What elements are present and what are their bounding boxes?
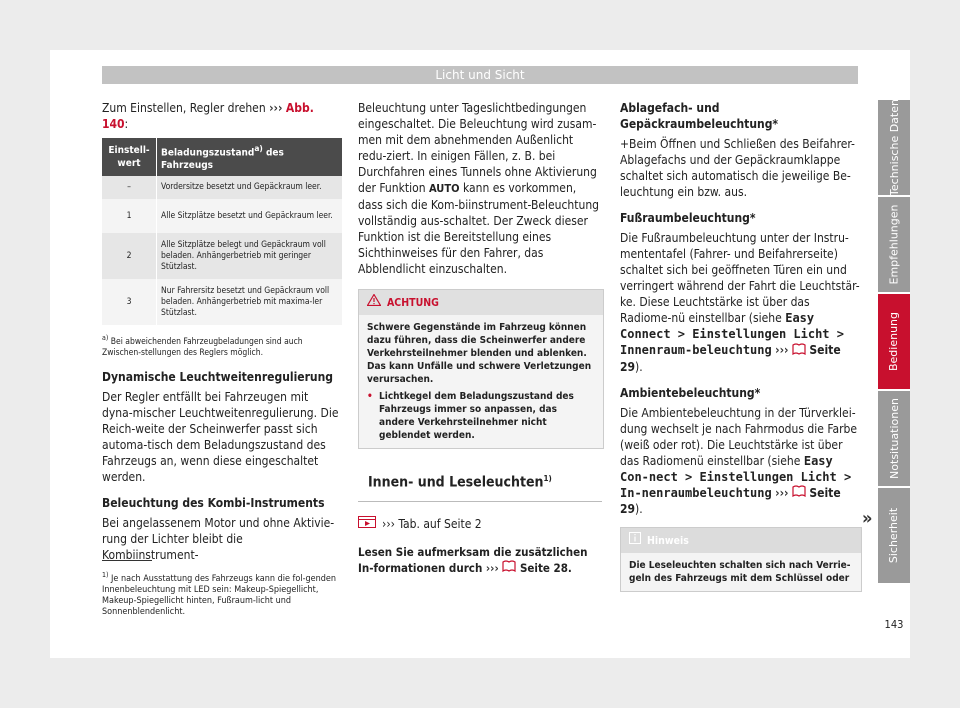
heading-footwell-lighting: Fußraumbeleuchtung* — [620, 211, 756, 225]
read-more-text: Lesen Sie aufmerksam die zusätzlichen In-formationen durch — [358, 544, 588, 575]
side-tab-technical-data[interactable] — [878, 100, 910, 195]
table-header-value: Einstell-wert — [102, 138, 157, 176]
section-title-sup: 1) — [543, 474, 552, 483]
auto-symbol: AUTO — [428, 182, 460, 195]
section-title-reading-lights — [368, 471, 602, 491]
page-number: 143 — [884, 618, 904, 631]
table-row — [102, 279, 342, 325]
table-row — [102, 233, 342, 279]
ref-arrows: ››› — [775, 343, 789, 357]
table-cell-value: 1 — [102, 199, 157, 233]
menu-path-ambient: Easy Con-nect > Einstellungen Licht > In-nenraumbeleuchtung — [620, 453, 852, 500]
footnote-mark: 1) — [102, 571, 109, 579]
table-cell-value: – — [102, 176, 157, 199]
side-tab-safety[interactable] — [878, 488, 910, 583]
ref-arrows: ››› — [485, 560, 499, 575]
para-dynamic-leveling: Der Regler entfällt bei Fahrzeugen mit dyna-mischer Leuchtweitenregulierung. Die Reich-weite der Scheinwerfer passt sich automa-tisch dem Beladungszustand des Fahrzeugs an, wenn diese eingeschaltet werden. — [102, 390, 339, 485]
table-row — [102, 176, 342, 199]
table-footnote-mark: a) — [102, 334, 109, 343]
page-ref-link[interactable]: Seite 29 — [620, 485, 841, 516]
warning-header — [359, 290, 603, 315]
tab-reference-text: ››› Tab. auf Seite 2 — [382, 516, 482, 531]
warning-box — [358, 289, 604, 449]
table-footnote — [102, 333, 340, 359]
header-load-text: Beladungszustand — [161, 147, 255, 159]
page-header: Licht und Sicht — [102, 66, 858, 84]
warning-list — [367, 390, 595, 442]
warning-icon — [367, 294, 381, 311]
menu-path-interior: Easy Connect > Einstellungen Licht > Innenraum-beleuchtung — [620, 311, 844, 357]
book-icon — [792, 485, 806, 501]
section-divider — [358, 501, 602, 502]
video-icon — [358, 516, 376, 532]
ref-end: ). — [635, 502, 643, 516]
side-tab-operation[interactable] — [878, 294, 910, 389]
side-tab-label: Empfehlungen — [887, 204, 901, 285]
hint-box — [620, 527, 862, 592]
header-sup: a) — [254, 143, 263, 153]
side-tab-label: Sicherheit — [887, 507, 901, 564]
para-footwell-lighting — [620, 230, 860, 375]
table-cell-desc: Vordersitze besetzt und Gepäckraum leer. — [157, 176, 343, 199]
table-header-load — [157, 138, 343, 176]
footnote-text: Je nach Ausstattung des Fahrzeugs kann die fol-genden Innenbeleuchtung mit LED sein: Makeup-Spiegellicht, Makeup-Spiegellicht hinten, Fußraum-licht und Sonnenblendenlicht. — [102, 574, 337, 617]
table-cell-desc: Alle Sitzplätze besetzt und Gepäckraum leer. — [157, 199, 343, 233]
page-ref-link[interactable]: Seite 29 — [620, 343, 841, 374]
continue-marker: » — [862, 508, 873, 529]
table-row — [102, 199, 342, 233]
table-cell-desc: Alle Sitzplätze belegt und Gepäckraum voll beladen. Anhängerbetrieb mit geringer Stützlast. — [157, 233, 343, 279]
heading-instrument-lighting: Beleuchtung des Kombi-Instruments — [102, 496, 325, 511]
warning-body — [359, 315, 603, 448]
read-more-para — [358, 544, 602, 577]
heading-glovebox-lighting: Ablagefach- und Gepäckraumbeleuchtung* — [620, 101, 779, 131]
warning-title: ACHTUNG — [387, 296, 439, 309]
side-tab-label: Bedienung — [887, 311, 901, 372]
side-tab-label: Notsituationen — [887, 398, 901, 479]
read-more-ref[interactable]: Seite 28. — [519, 560, 572, 575]
heading-dynamic-leveling: Dynamische Leuchtweitenregulierung — [102, 370, 334, 385]
header-load-suffix: des Fahrzeugs — [161, 147, 284, 172]
para-glovebox-lighting: +Beim Öffnen und Schließen des Beifahrer-Ablagefachs und der Gepäckraumklappe schaltet sich automatisch die jeweilige Be-leuchtung ein bzw. aus. — [620, 137, 855, 199]
table-footnote-text: Bei abweichenden Fahrzeugbeladungen sind auch Zwischen-stellungen des Reglers möglich. — [102, 337, 303, 359]
table-cell-value: 3 — [102, 279, 157, 325]
intro-colon: : — [124, 117, 129, 131]
para-ambient-text: Die Ambientebeleuchtung in der Türverklei-dung wechselt je nach Fahrmodus die Farbe (weiß oder rot). Die Leuchtstärke ist über das Radiomenü einstellbar (siehe — [620, 405, 857, 468]
column-2 — [358, 100, 602, 580]
heading-ambient-lighting: Ambientebeleuchtung* — [620, 385, 761, 400]
ref-arrows: ››› — [775, 485, 789, 500]
table-cell-desc: Nur Fahrersitz besetzt und Gepäckraum voll beladen. Anhängerbetrieb mit maxima-ler Stützlast. — [157, 279, 343, 325]
para-instrument-lighting: Bei angelassenem Motor und ohne Aktivie-rung der Lichter bleibt die Kombiinstrument- — [102, 516, 335, 563]
hint-title: Hinweis — [647, 534, 689, 547]
ref-arrows: ››› — [269, 101, 283, 115]
figure-link[interactable]: Abb. 140 — [102, 101, 314, 131]
ref-end: ). — [635, 359, 643, 374]
footnote-divider — [102, 560, 152, 561]
para-ambient-lighting — [620, 405, 860, 518]
warning-bullet: • Lichtkegel dem Beladungszustand des Fahrzeugs immer so anpassen, das andere Verkehrsteilnehmer nicht geblendet werden. — [377, 390, 595, 442]
section-title-text: Innen- und Leseleuchten — [368, 474, 544, 491]
side-tab-emergencies[interactable] — [878, 391, 910, 486]
warning-text: Schwere Gegenstände im Fahrzeug können dazu führen, dass die Scheinwerfer andere Verkehrsteilnehmer blenden und ablenken. Das kann Unfälle und schwere Verletzungen verursachen. — [367, 322, 592, 385]
load-table — [102, 138, 342, 325]
column-3 — [620, 100, 860, 592]
side-tab-label: Technische Daten — [887, 99, 901, 196]
book-icon — [502, 560, 516, 576]
page-footnote — [102, 570, 347, 618]
hint-body: Die Leseleuchten schalten sich nach Verrie-geln des Fahrzeugs mit dem Schlüssel oder — [629, 560, 851, 584]
para-daylight-a: Beleuchtung unter Tageslichtbedingungen eingeschaltet. Die Beleuchtung wird zusam-men mit dem abnehmenden Außenlicht redu-ziert. In einigen Fällen, z. B. bei Durchfahren eines Tunnels ohne Aktivierung der Funktion — [358, 101, 597, 195]
intro-text: Zum Einstellen, Regler drehen — [102, 101, 266, 115]
intro-line — [102, 100, 340, 132]
column-1 — [102, 100, 340, 567]
para-footwell-text: Die Fußraumbeleuchtung unter der Instru-mententafel (Fahrer- und Beifahrerseite) schaltet sich bei geöffneten Türen ein und verringert während der Fahrt die Leuchtstär-ke. Diese Leuchtstärke ist über das Radiome-nü einstellbar (siehe — [620, 231, 860, 325]
table-cell-value: 2 — [102, 233, 157, 279]
hint-header — [621, 528, 861, 553]
para-daylight-b: kann es vorkommen, dass sich die Kom-biinstrument-Beleuchtung vollständig aus-schaltet. Der Zweck dieser Funktion ist die Bereitstellung eines Sichthinweises für den Fahrer, das Abblendlicht einzuschalten. — [358, 181, 600, 276]
book-icon — [792, 343, 806, 359]
side-tab-recommendations[interactable] — [878, 197, 910, 292]
tab-reference[interactable] — [358, 516, 602, 532]
table-header-row — [102, 138, 342, 176]
info-icon — [629, 532, 641, 549]
para-daylight — [358, 100, 602, 277]
